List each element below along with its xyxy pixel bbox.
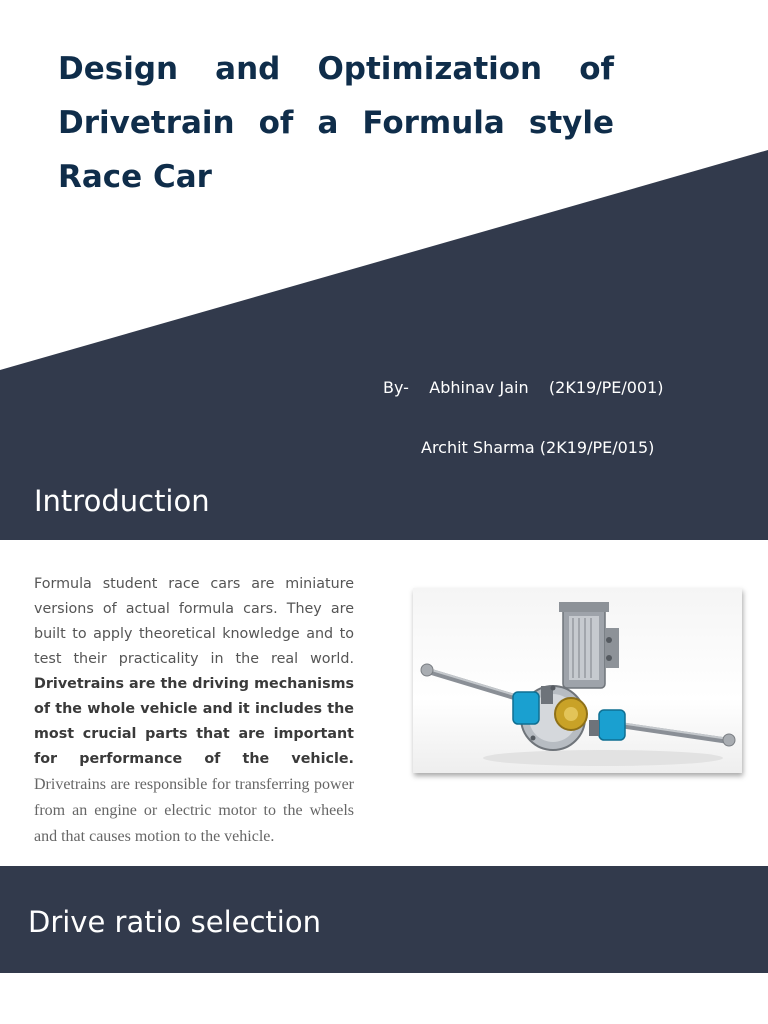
introduction-paragraph bbox=[34, 572, 354, 866]
drivetrain-render-image bbox=[413, 588, 742, 773]
document-title: Design and Optimization of Drivetrain of a Formula style Race Car bbox=[58, 51, 614, 195]
intro-text-bold: Drivetrains are the driving mechanisms of the whole vehicle and it includes the most crucial parts that are important for performance of the vehicle. bbox=[34, 676, 354, 767]
drive-ratio-heading: Drive ratio selection bbox=[28, 905, 321, 939]
introduction-heading: Introduction bbox=[34, 484, 210, 518]
drivetrain-illustration bbox=[413, 588, 742, 773]
authors-prefix: By- bbox=[383, 378, 409, 397]
intro-text-serif: Drivetrains are responsible for transferring power from an engine or electric motor to the wheels and that causes motion to the vehicle. bbox=[34, 776, 354, 845]
authors-block bbox=[383, 338, 664, 498]
author-line-1 bbox=[383, 378, 664, 398]
intro-text-plain: Formula student race cars are miniature versions of actual formula cars. They are built to apply theoretical knowledge and to test their practicality in the real world. bbox=[34, 576, 354, 667]
author-2: Archit Sharma (2K19/PE/015) bbox=[421, 438, 655, 457]
author-1: Abhinav Jain (2K19/PE/001) bbox=[429, 378, 664, 397]
